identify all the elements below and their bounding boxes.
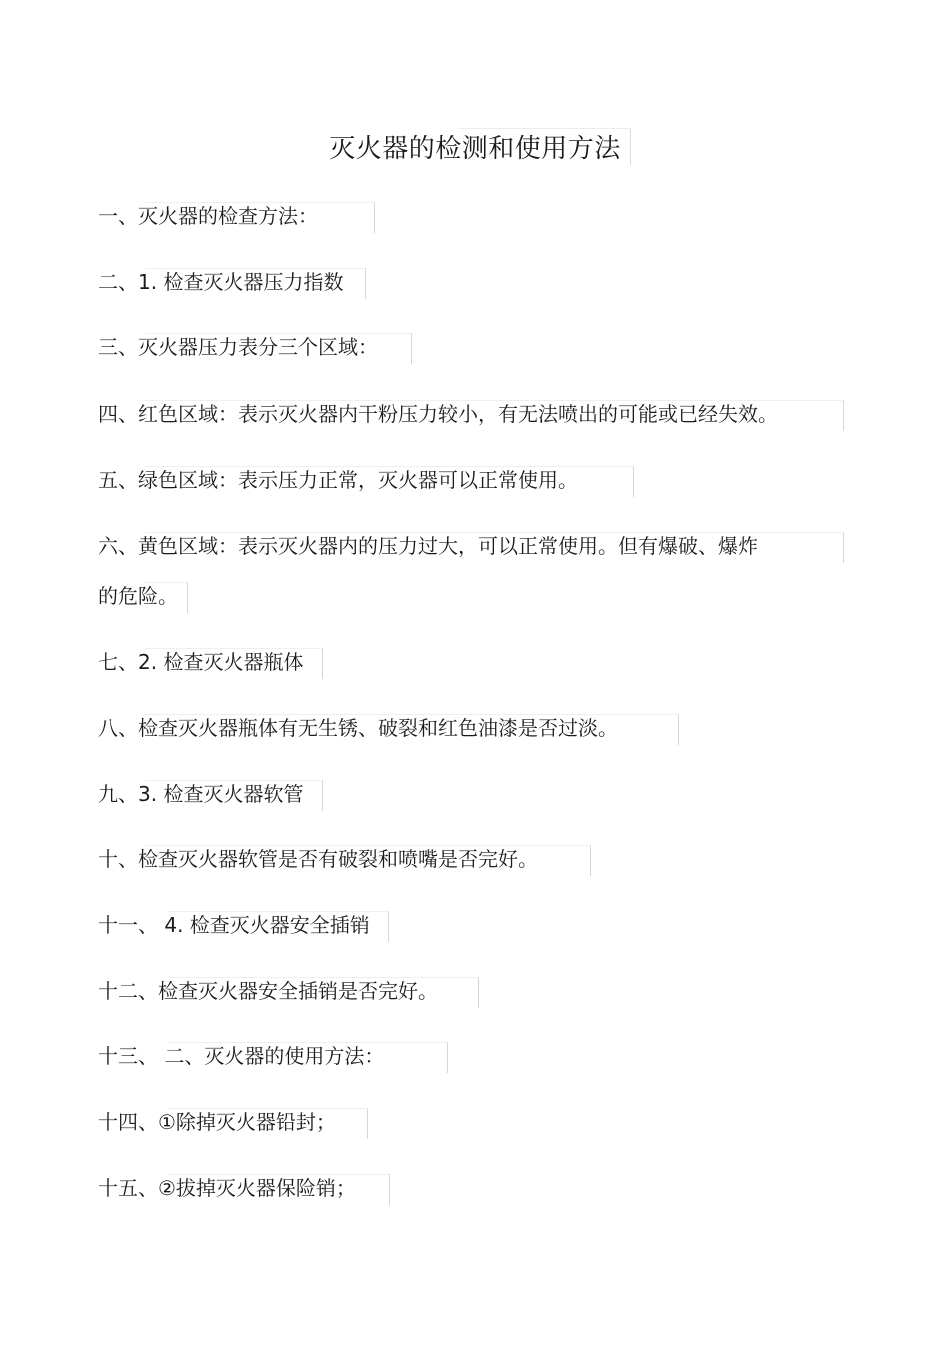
line-6: 六、黄色区域：表示灭火器内的压力过大，可以正常使用。但有爆破、爆炸	[98, 534, 758, 558]
line-13: 十三、 二、灭火器的使用方法：	[98, 1044, 385, 1068]
line-3: 三、灭火器压力表分三个区域：	[98, 335, 378, 359]
line-12: 十二、检查灭火器安全插销是否完好。	[98, 979, 438, 1003]
line-14: 十四、①除掉灭火器铅封；	[98, 1110, 336, 1134]
line-4: 四、红色区域：表示灭火器内干粉压力较小，有无法喷出的可能或已经失效。	[98, 402, 778, 426]
line-7: 七、2. 检查灭火器瓶体	[98, 650, 304, 674]
line-15: 十五、②拔掉灭火器保险销；	[98, 1176, 356, 1200]
line-5: 五、绿色区域：表示压力正常，灭火器可以正常使用。	[98, 468, 578, 492]
line-2: 二、1. 检查灭火器压力指数	[98, 270, 344, 294]
line-9: 九、3. 检查灭火器软管	[98, 782, 304, 806]
line-8: 八、检查灭火器瓶体有无生锈、破裂和红色油漆是否过淡。	[98, 716, 618, 740]
line-6-continued: 的危险。	[98, 584, 178, 608]
line-11: 十一、 4. 检查灭火器安全插销	[98, 913, 370, 937]
document-title: 灭火器的检测和使用方法	[329, 134, 621, 164]
line-10: 十、检查灭火器软管是否有破裂和喷嘴是否完好。	[98, 847, 538, 871]
line-1: 一、灭火器的检查方法：	[98, 204, 318, 228]
